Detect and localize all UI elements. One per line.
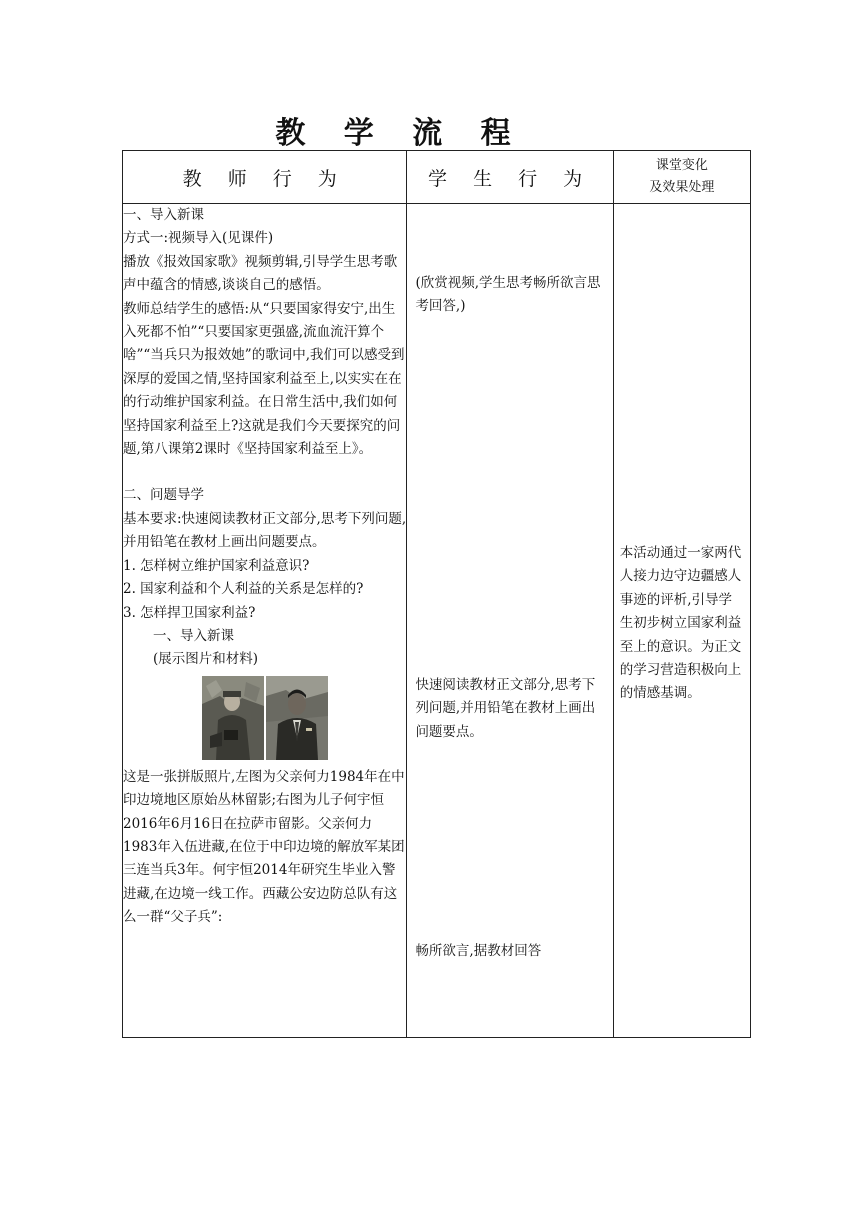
photo-montage: [123, 676, 406, 760]
page-title: 教 学 流 程: [275, 116, 525, 151]
father-photo: [202, 676, 264, 760]
section1-method: 方式一:视频导入(见课件): [123, 230, 274, 247]
teacher-cell: [123, 204, 407, 1038]
question-2: 2. 国家利益和个人利益的关系是怎样的?: [123, 581, 364, 598]
photo-caption: 这是一张拼版照片,左图为父亲何力1984年在中印边境地区原始丛林留影;右图为儿子何宇恒2016年6月16日在拉萨市留影。父亲何力1983年入伍进藏,在位于中印边境的解放军某团三连当兵3年。何宇恒2014年研究生毕业入警进藏,在边境一线工作。西藏公安边防总队有这么一群“父子兵”:: [123, 768, 405, 926]
son-photo: [266, 676, 328, 760]
section1-summary: 教师总结学生的感悟:从“只要国家得安宁,出生入死都不怕”“只要国家更强盛,流血流汗算个啥”“当兵只为报效她”的歌词中,我们可以感受到深厚的爱国之情,坚持国家利益至上,以实实在在的行动维护国家利益。在日常生活中,我们如何坚持国家利益至上?这就是我们今天要探究的问题,第八课第2课时《坚持国家利益至上》。: [123, 300, 405, 458]
student-cell: [407, 204, 613, 1038]
lesson-flow-table: [122, 150, 751, 1038]
effect-note: 本活动通过一家两代人接力边守边疆感人事迹的评析,引导学生初步树立国家利益至上的意识。为正文的学习营造积极向上的情感基调。: [619, 545, 742, 702]
header-student: 学 生 行 为: [407, 151, 613, 204]
header-teacher: 教 师 行 为: [123, 151, 407, 204]
table-body-row: [123, 204, 751, 1038]
student-response-2: 快速阅读教材正文部分,思考下列问题,并用铅笔在教材上画出问题要点。: [415, 677, 596, 740]
section1-play: 播放《报效国家歌》视频剪辑,引导学生思考歌声中蕴含的情感,谈谈自己的感悟。: [123, 253, 398, 294]
header-effect: [613, 151, 750, 204]
section2-heading: 二、问题导学: [123, 487, 204, 504]
section2-requirement: 基本要求:快速阅读教材正文部分,思考下列问题,并用铅笔在教材上画出问题要点。: [123, 510, 407, 551]
question-1: 1. 怎样树立维护国家利益意识?: [123, 557, 310, 574]
table-header-row: [123, 151, 751, 204]
student-response-1: (欣赏视频,学生思考畅所欲言思考回答,): [415, 275, 601, 315]
sub-heading: 一、导入新课: [153, 627, 234, 644]
header-effect-line1: 课堂变化: [655, 158, 708, 173]
show-pictures-note: (展示图片和材料): [153, 651, 259, 668]
section1-heading: 一、导入新课: [123, 207, 204, 223]
question-3: 3. 怎样捍卫国家利益?: [123, 604, 256, 621]
effect-cell: [613, 204, 750, 1038]
student-response-3: 畅所欲言,据教材回答: [415, 943, 542, 959]
header-effect-line2: 及效果处理: [649, 180, 715, 195]
